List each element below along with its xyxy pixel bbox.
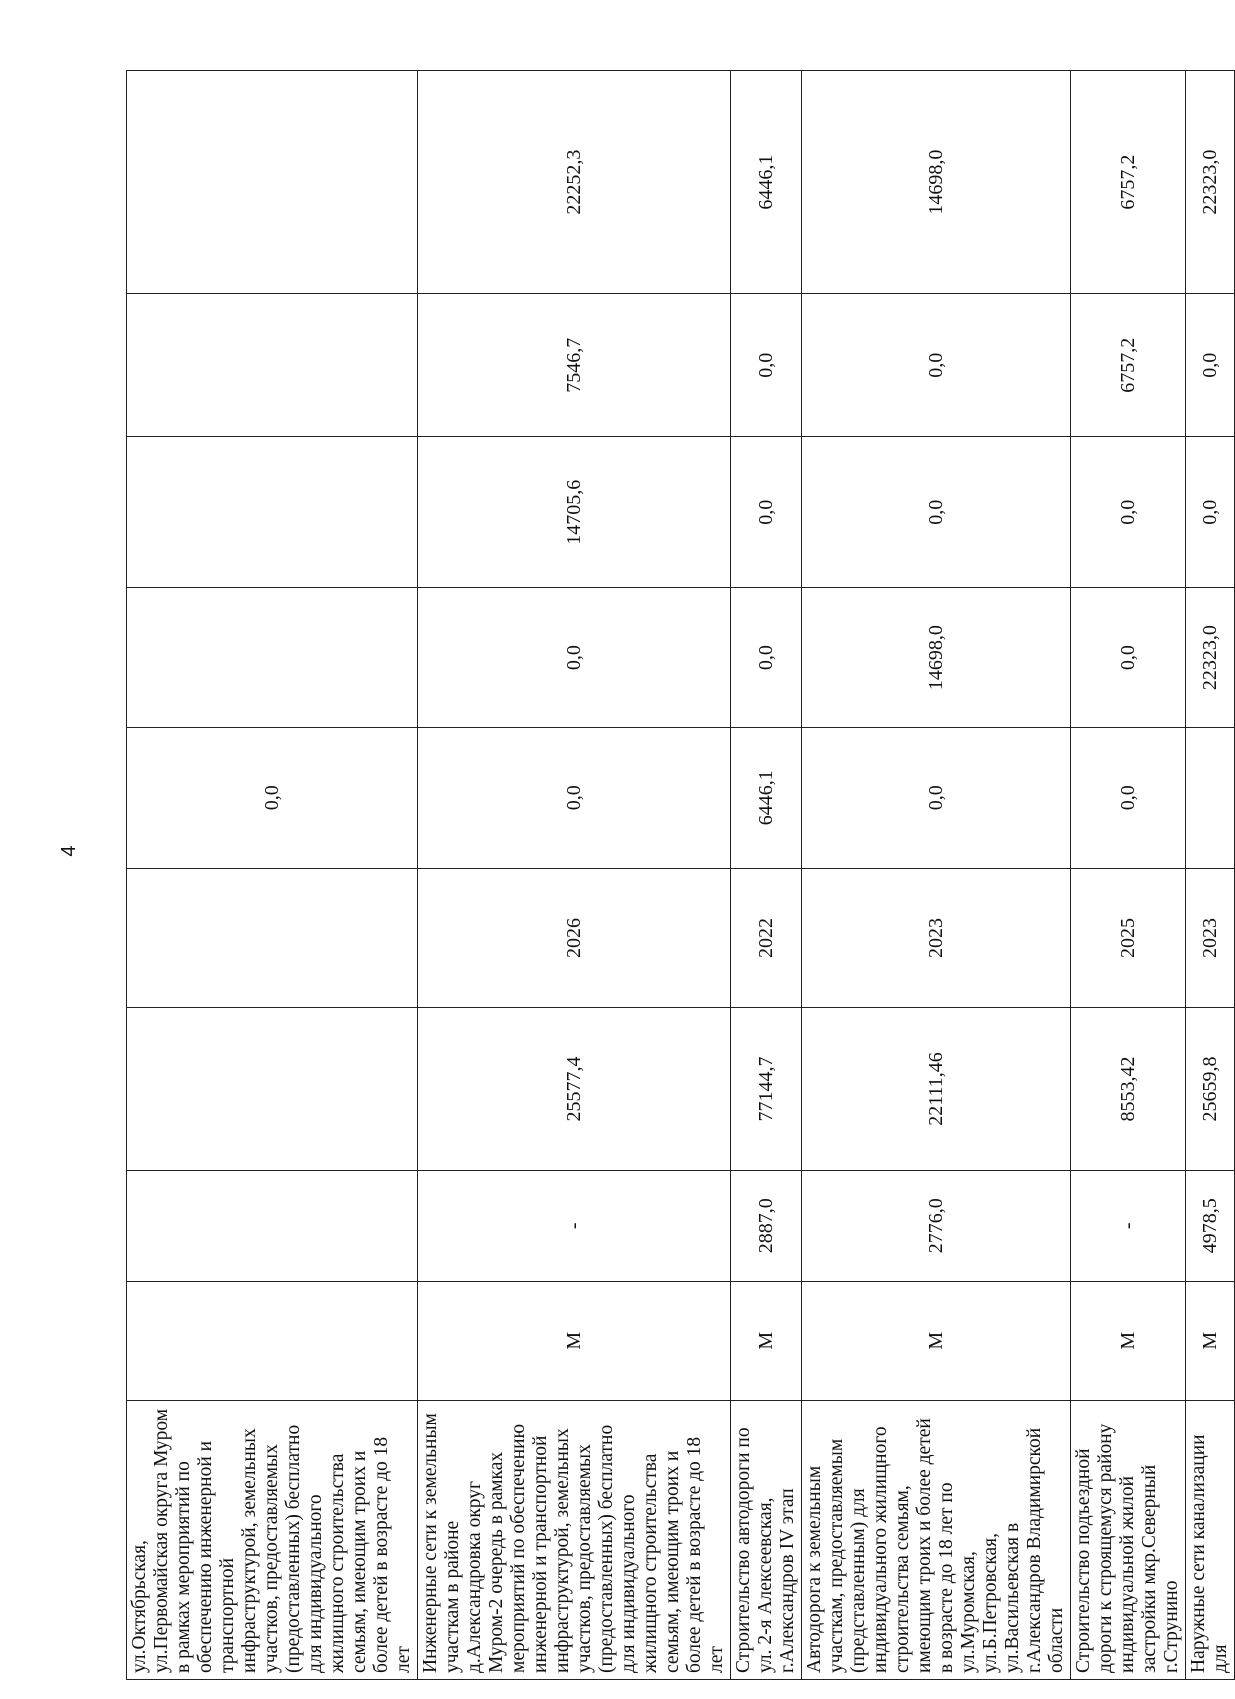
row-type: М <box>1186 1281 1235 1400</box>
rotated-table-container <box>126 70 1231 1680</box>
row-col9: 0,0 <box>1186 294 1235 437</box>
row-description: Автодорога к земельным участкам, предоставляемым (представленным) для индивидуального жилищного строительства семьям, имеющим троих и более детей в возрасте до 18 лет по ул.Муромская, ул.Б.Петровская, ул.Васильевская в г.Александров Владимирской области <box>802 1400 1071 1679</box>
row-col3: - <box>1071 1170 1186 1281</box>
row-col8: 0,0 <box>802 437 1071 588</box>
table-row <box>1186 71 1235 1680</box>
row-col8: 0,0 <box>1186 437 1235 588</box>
row-col3: 2776,0 <box>802 1170 1071 1281</box>
row-col4: 8553,42 <box>1071 1008 1186 1171</box>
row-description: Строительство автодороги по ул. 2-я Алексеевская, г.Александров IV этап <box>731 1400 802 1679</box>
row-type: М <box>731 1281 802 1400</box>
row-col4 <box>127 1008 418 1171</box>
row-description: Инженерные сети к земельным участкам в районе д.Александровка округ Муром-2 очередь в рамках мероприятий по обеспечению инженерной и транспортной инфраструктурой, земельных участков, предоставляемых (предоставленных) бесплатно для индивидуального жилищного строительства семьям, имеющим троих и более детей в возрасте до 18 лет <box>418 1400 731 1679</box>
row-col9 <box>127 294 418 437</box>
row-col8: 0,0 <box>731 437 802 588</box>
row-col6: 0,0 <box>1071 727 1186 868</box>
row-col10: 6757,2 <box>1071 71 1186 294</box>
row-col6: 0,0 <box>418 727 731 868</box>
row-col7: 0,0 <box>1071 588 1186 728</box>
row-year: 2025 <box>1071 868 1186 1008</box>
row-col4: 25659,8 <box>1186 1008 1235 1171</box>
row-col10: 6446,1 <box>731 71 802 294</box>
row-col4: 25577,4 <box>418 1008 731 1171</box>
table-row <box>802 71 1071 1680</box>
row-col8 <box>127 437 418 588</box>
row-col7: 0,0 <box>418 588 731 728</box>
page-number: 4 <box>58 845 80 857</box>
row-col6: 0,0 <box>127 727 418 868</box>
row-col9: 7546,7 <box>418 294 731 437</box>
row-type: М <box>1071 1281 1186 1400</box>
row-col8: 14705,6 <box>418 437 731 588</box>
row-col7: 14698,0 <box>802 588 1071 728</box>
row-col3: - <box>418 1170 731 1281</box>
row-col6: 0,0 <box>802 727 1071 868</box>
row-col7: 0,0 <box>731 588 802 728</box>
row-col10: 22323,0 <box>1186 71 1235 294</box>
row-type: М <box>418 1281 731 1400</box>
row-col9: 0,0 <box>731 294 802 437</box>
row-col6: 6446,1 <box>731 727 802 868</box>
table-row <box>731 71 802 1680</box>
row-col9: 0,0 <box>802 294 1071 437</box>
row-col10: 14698,0 <box>802 71 1071 294</box>
data-table <box>126 70 1235 1680</box>
row-description: ул.Октябрьская, ул.Первомайская округа Муром в рамках мероприятий по обеспечению инженерной и транспортной инфраструктурой, земельных участков, предоставляемых (предоставленных) бесплатно для индивидуального жилищного строительства семьям, имеющим троих и более детей в возрасте до 18 лет <box>127 1400 418 1679</box>
row-year: 2022 <box>731 868 802 1008</box>
row-year: 2023 <box>802 868 1071 1008</box>
table-row <box>127 71 418 1680</box>
row-col3 <box>127 1170 418 1281</box>
row-col3: 2887,0 <box>731 1170 802 1281</box>
row-col3: 4978,5 <box>1186 1170 1235 1281</box>
row-col10 <box>127 71 418 294</box>
row-col6 <box>1186 727 1235 868</box>
row-col4: 77144,7 <box>731 1008 802 1171</box>
row-col7 <box>127 588 418 728</box>
table-row <box>1071 71 1186 1680</box>
row-col4: 22111,46 <box>802 1008 1071 1171</box>
row-col8: 0,0 <box>1071 437 1186 588</box>
row-year: 2023 <box>1186 868 1235 1008</box>
row-col10: 22252,3 <box>418 71 731 294</box>
row-type: М <box>802 1281 1071 1400</box>
table-row <box>418 71 731 1680</box>
row-description: Наружные сети канализации для <box>1186 1400 1235 1679</box>
row-type <box>127 1281 418 1400</box>
row-col9: 6757,2 <box>1071 294 1186 437</box>
row-year <box>127 868 418 1008</box>
row-year: 2026 <box>418 868 731 1008</box>
row-col7: 22323,0 <box>1186 588 1235 728</box>
row-description: Строительство подъездной дороги к строящемуся району индивидуальной жилой застройки мкр.Северный г.Струнино <box>1071 1400 1186 1679</box>
